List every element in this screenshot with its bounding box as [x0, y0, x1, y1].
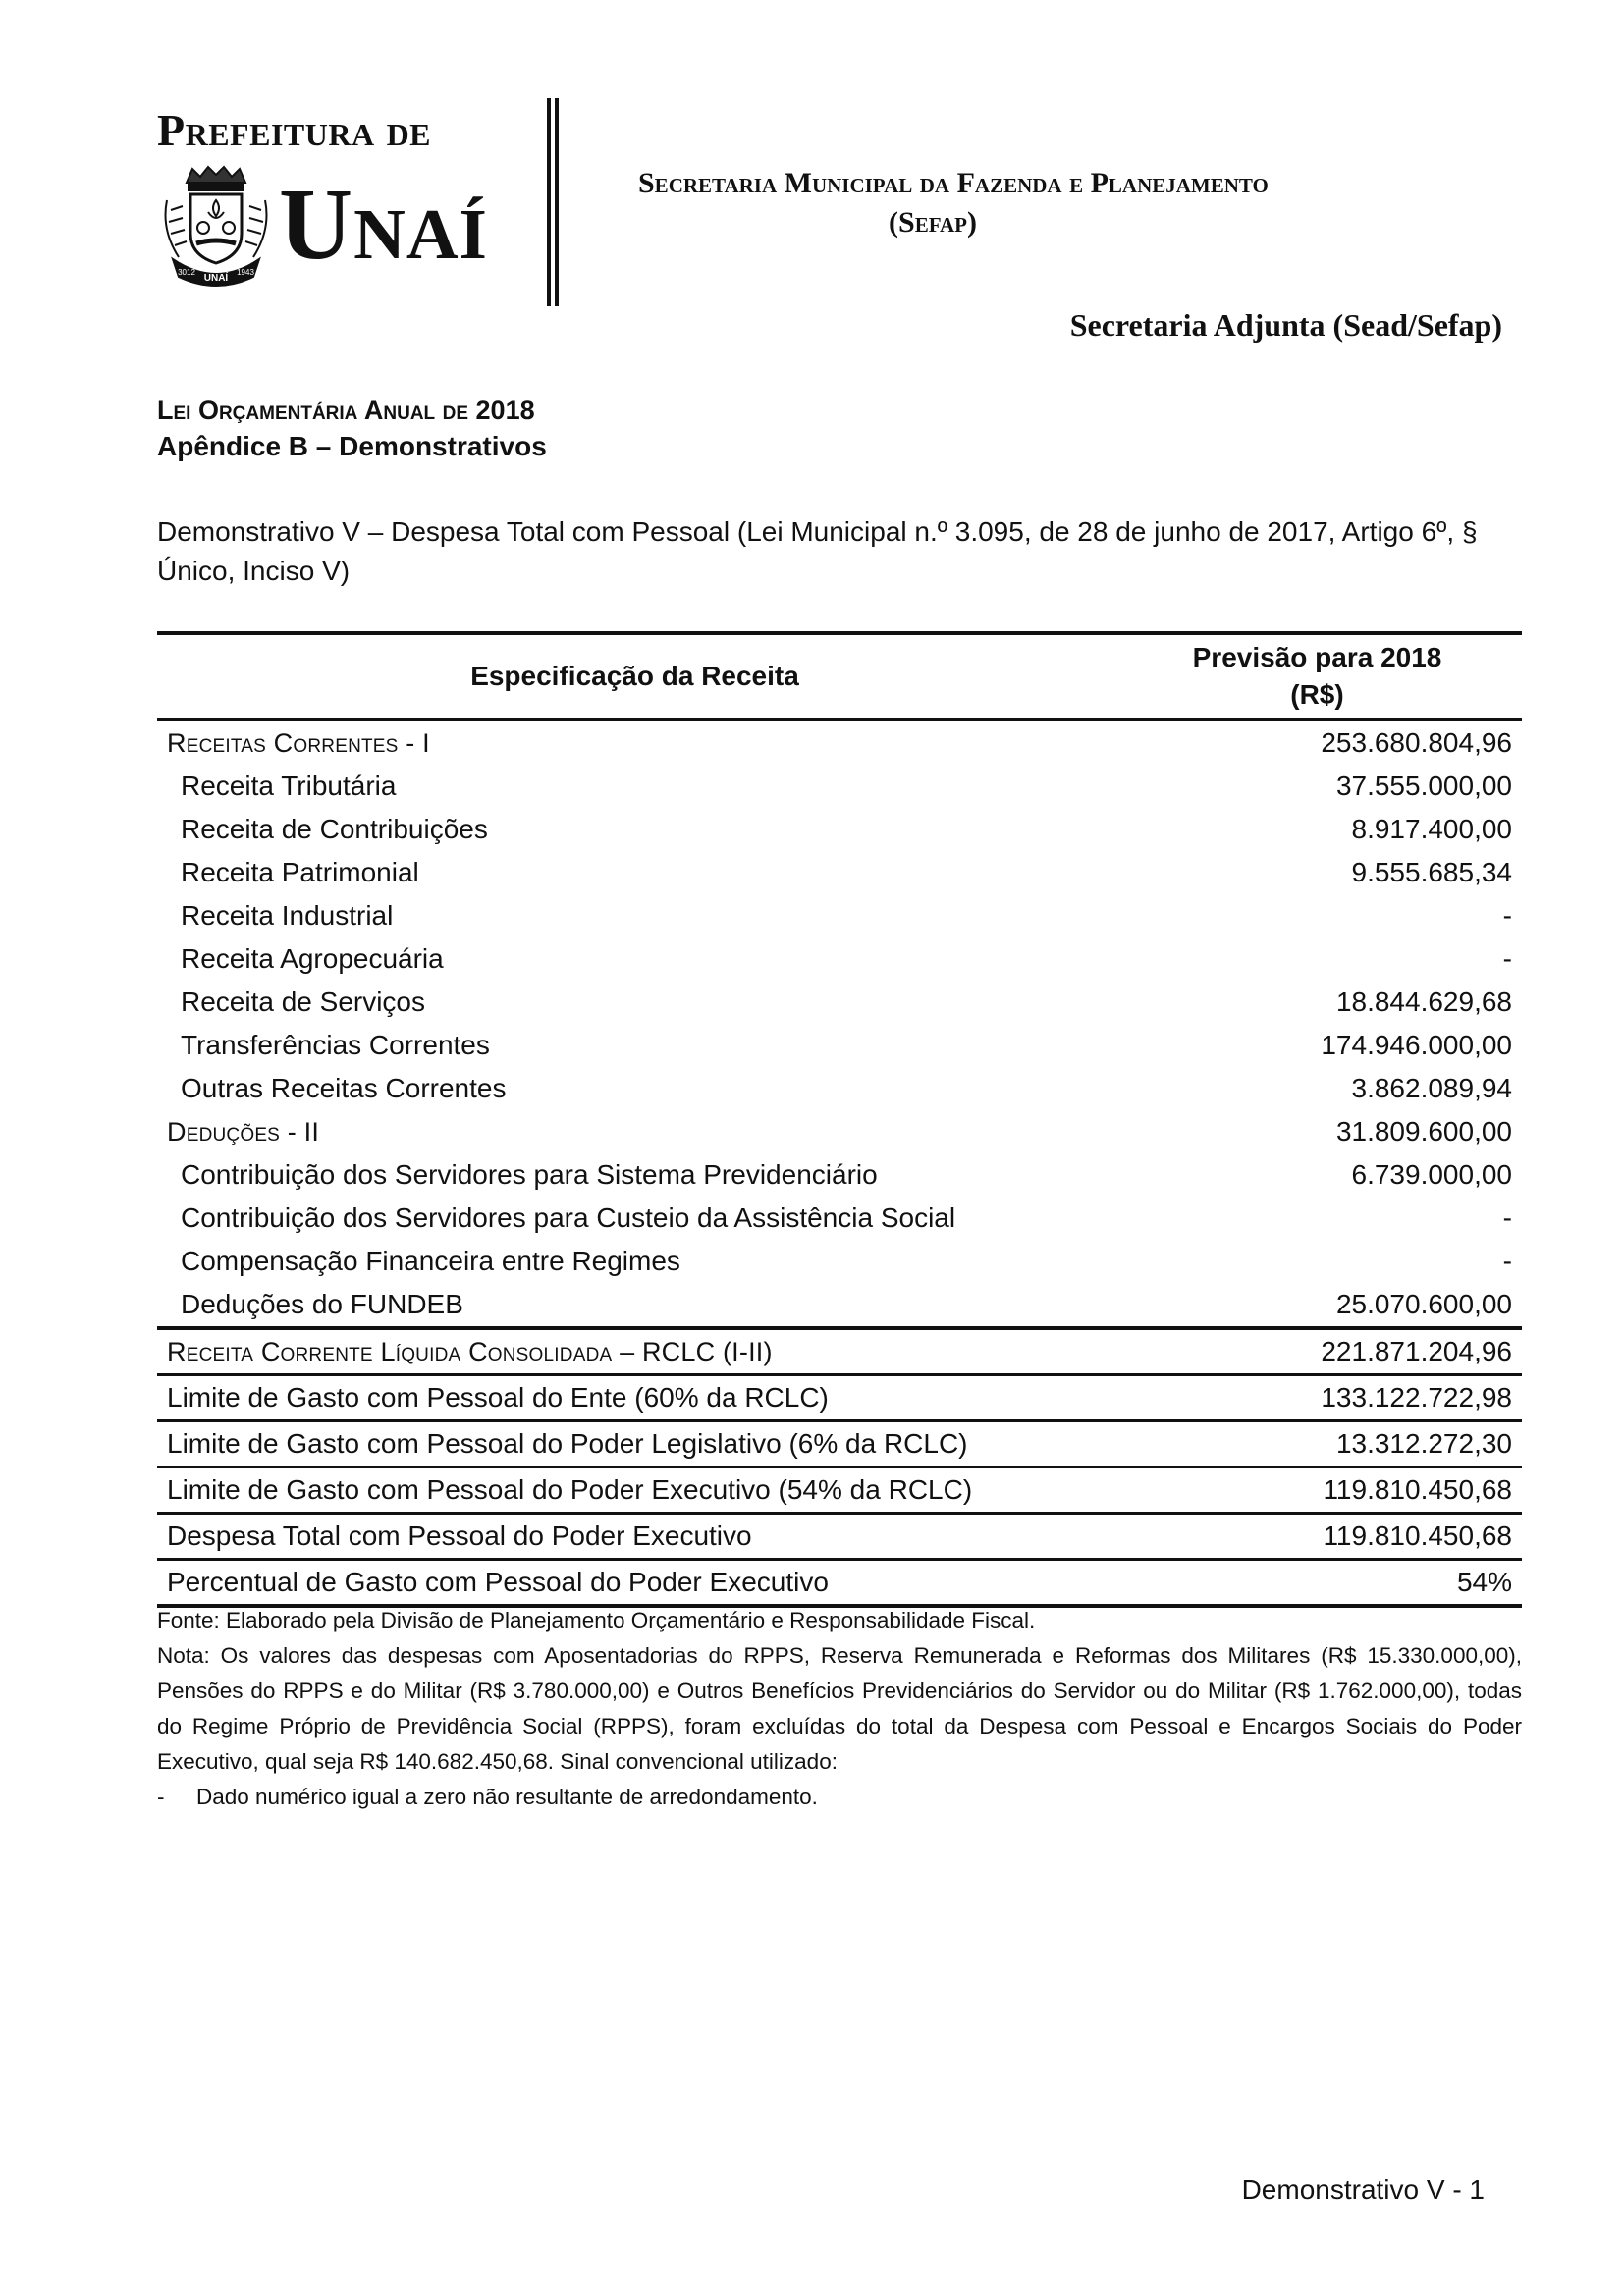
table-header-row	[157, 633, 1522, 720]
forecast-header-line1: Previsão para 2018	[1192, 642, 1442, 672]
row-label: Contribuição dos Servidores para Custeio da Assistência Social	[181, 1202, 956, 1233]
table-row	[157, 1024, 1522, 1067]
table-row	[157, 765, 1522, 808]
table-row	[157, 1153, 1522, 1197]
conventional-sign-legend	[157, 1780, 1522, 1815]
column-header-specification: Especificação da Receita	[157, 633, 1112, 720]
legend-symbol: -	[157, 1785, 165, 1809]
table-row	[157, 894, 1522, 937]
row-value: 13.312.272,30	[1112, 1421, 1522, 1468]
row-label: Deduções do FUNDEB	[181, 1289, 463, 1319]
source-note: Fonte: Elaborado pela Divisão de Planejamento Orçamentário e Responsabilidade Fiscal.	[157, 1608, 1036, 1632]
brand-top-text: Prefeitura de	[157, 105, 432, 155]
row-value: 25.070.600,00	[1335, 1289, 1512, 1319]
table-row	[157, 937, 1522, 981]
table-row	[157, 1468, 1522, 1514]
row-label: Receita de Contribuições	[181, 814, 488, 844]
row-value: -	[1502, 1246, 1512, 1276]
row-value: 119.810.450,68	[1112, 1468, 1522, 1514]
svg-text:3012: 3012	[178, 268, 195, 277]
svg-text:1943: 1943	[237, 268, 254, 277]
row-label: Percentual de Gasto com Pessoal do Poder Executivo	[157, 1560, 1112, 1607]
document-header	[157, 93, 1502, 343]
table-row	[157, 1514, 1522, 1560]
row-value: -	[1502, 1202, 1512, 1233]
row-value: 54%	[1112, 1560, 1522, 1607]
row-label: Despesa Total com Pessoal do Poder Executivo	[157, 1514, 1112, 1560]
row-label: Deduções - II	[167, 1116, 320, 1147]
row-label: Receita Agropecuária	[181, 943, 444, 974]
table-notes	[157, 1603, 1522, 1815]
table-row	[157, 1197, 1522, 1240]
row-value: 174.946.000,00	[1321, 1030, 1512, 1060]
row-value: 9.555.685,34	[1351, 857, 1512, 887]
row-value: 6.739.000,00	[1351, 1159, 1512, 1190]
secretariat-name: Secretaria Municipal da Fazenda e Planejamento	[638, 167, 1269, 199]
secretariat-acronym: (Sefap)	[889, 206, 977, 239]
table-row	[157, 1283, 1522, 1328]
row-value: -	[1502, 943, 1512, 974]
row-label: Contribuição dos Servidores para Sistema Previdenciário	[181, 1159, 878, 1190]
table-row	[157, 1110, 1522, 1153]
header-divider	[547, 98, 559, 306]
row-label: Receitas Correntes - I	[167, 727, 430, 758]
personnel-expense-table	[157, 631, 1522, 1608]
row-label: Receita Industrial	[181, 900, 394, 931]
brand-name: Unaí	[279, 168, 488, 281]
row-value: 31.809.600,00	[1335, 1116, 1512, 1147]
city-hall-logo	[157, 105, 511, 289]
table-row	[157, 1421, 1522, 1468]
row-value: 8.917.400,00	[1351, 814, 1512, 844]
row-value: 18.844.629,68	[1335, 987, 1512, 1017]
row-label: Limite de Gasto com Pessoal do Poder Legislativo (6% da RCLC)	[157, 1421, 1112, 1468]
row-label: Receita Tributária	[181, 771, 397, 801]
row-value: 3.862.089,94	[1351, 1073, 1512, 1103]
law-title: Lei Orçamentária Anual de 2018	[157, 396, 535, 425]
svg-text:UNAÍ: UNAÍ	[203, 273, 229, 284]
legend-text: Dado numérico igual a zero não resultante de arredondamento.	[196, 1785, 818, 1809]
secretariat-title	[638, 164, 1269, 242]
row-label: Compensação Financeira entre Regimes	[181, 1246, 680, 1276]
table-row	[157, 1067, 1522, 1110]
appendix-title: Apêndice B – Demonstrativos	[157, 431, 547, 461]
table-row	[157, 720, 1522, 765]
demonstrative-title: Demonstrativo V – Despesa Total com Pessoal (Lei Municipal n.º 3.095, de 28 de junho de 2017, Artigo 6º, § Único, Inciso V)	[157, 516, 1478, 586]
document-heading	[157, 393, 547, 465]
row-value: 37.555.000,00	[1335, 771, 1512, 801]
row-value: 133.122.722,98	[1112, 1375, 1522, 1421]
row-value: 221.871.204,96	[1112, 1328, 1522, 1375]
table-row	[157, 1375, 1522, 1421]
column-header-forecast	[1112, 633, 1522, 720]
row-label: Receita de Serviços	[181, 987, 426, 1017]
row-value: -	[1502, 900, 1512, 931]
row-label: Receita Corrente Líquida Consolidada – RCLC (I-II)	[157, 1328, 1112, 1375]
row-value: 119.810.450,68	[1112, 1514, 1522, 1560]
table-row	[157, 851, 1522, 894]
forecast-header-line2: (R$)	[1290, 679, 1344, 710]
row-label: Outras Receitas Correntes	[181, 1073, 507, 1103]
explanatory-note: Nota: Os valores das despesas com Aposentadorias do RPPS, Reserva Remunerada e Reformas dos Militares (R$ 15.330.000,00), Pensões do RPPS e do Militar (R$ 3.780.000,00) e Outros Benefícios Previdenciários do Servidor ou do Militar (R$ 1.762.000,00), todas do Regime Próprio de Previdência Social (RPPS), foram excluídas do total da Despesa com Pessoal e Encargos Sociais do Poder Executivo, qual seja R$ 140.682.450,68. Sinal convencional utilizado:	[157, 1643, 1522, 1774]
row-label: Transferências Correntes	[181, 1030, 490, 1060]
row-label: Limite de Gasto com Pessoal do Poder Executivo (54% da RCLC)	[157, 1468, 1112, 1514]
table-row	[157, 1560, 1522, 1607]
table-row	[157, 1240, 1522, 1283]
sub-secretariat: Secretaria Adjunta (Sead/Sefap)	[1069, 307, 1502, 343]
row-label: Receita Patrimonial	[181, 857, 419, 887]
table-row-rclc	[157, 1328, 1522, 1375]
row-value: 253.680.804,96	[1321, 727, 1512, 758]
table-row	[157, 808, 1522, 851]
municipal-coat-of-arms-icon	[157, 161, 275, 289]
row-label: Limite de Gasto com Pessoal do Ente (60% da RCLC)	[157, 1375, 1112, 1421]
page-footer: Demonstrativo V - 1	[1241, 2174, 1485, 2205]
table-row	[157, 981, 1522, 1024]
